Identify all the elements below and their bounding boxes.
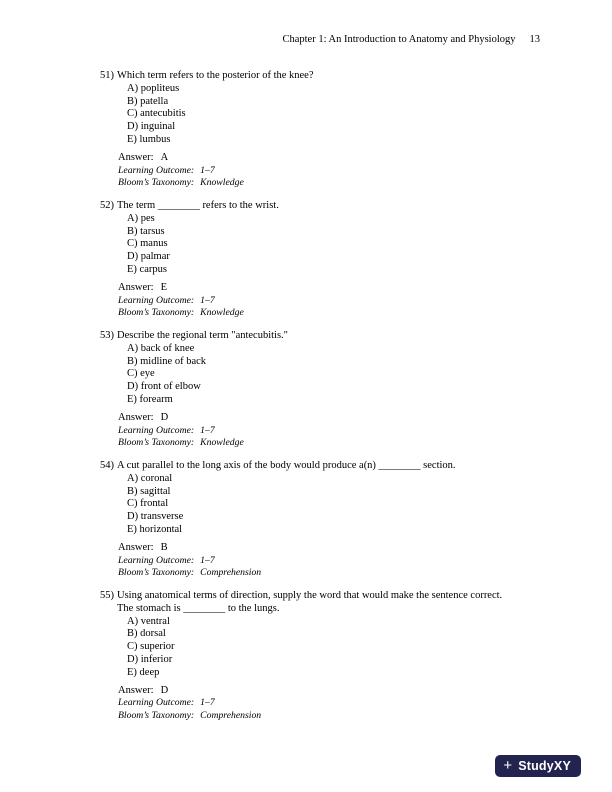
learning-outcome-line [118,697,576,709]
option: D) inguinal [127,121,176,133]
answer-value: D [160,684,169,696]
learning-outcome-value: 1–7 [200,554,215,566]
option: B) sagittal [127,485,171,497]
question-block [100,200,576,319]
options [100,616,576,680]
learning-outcome-label: Learning Outcome: [118,424,195,436]
option: B) midline of back [127,355,207,367]
option: D) palmar [127,251,170,263]
question-text-line2: The stomach is ________ to the lungs. [117,602,280,614]
option: C) manus [127,238,168,250]
question-line [100,590,576,603]
question-block [100,70,576,189]
question-number: 55) [100,589,114,601]
question-line [100,200,576,213]
page-header [0,34,540,47]
answer-value: A [160,151,169,163]
blooms-label: Bloom’s Taxonomy: [118,709,195,721]
question-line [100,330,576,343]
question-number: 53) [100,329,114,341]
option: E) horizontal [127,523,183,535]
question-number: 54) [100,459,114,471]
blooms-value: Knowledge [200,436,244,448]
option: E) lumbus [127,133,171,145]
blooms-label: Bloom’s Taxonomy: [118,436,195,448]
blooms-value: Comprehension [200,709,262,721]
question-text: The term ________ refers to the wrist. [117,199,279,211]
options [100,213,576,277]
learning-outcome-label: Learning Outcome: [118,554,195,566]
learning-outcome-label: Learning Outcome: [118,164,195,176]
option: C) eye [127,368,155,380]
option: E) deep [127,666,160,678]
chapter-title: Chapter 1: An Introduction to Anatomy and Physiology [282,34,516,45]
answer-line [118,412,576,425]
answer-line [118,282,576,295]
answer-value: D [160,411,169,423]
blooms-label: Bloom’s Taxonomy: [118,566,195,578]
learning-outcome-line [118,165,576,177]
option: C) superior [127,641,175,653]
plus-icon: + [503,756,513,774]
learning-outcome-line [118,555,576,567]
option: B) dorsal [127,628,166,640]
blooms-value: Knowledge [200,176,244,188]
blooms-value: Comprehension [200,566,262,578]
answer-value: E [160,281,167,293]
page-number: 13 [529,34,540,45]
questions-list [100,70,576,733]
learning-outcome-line [118,295,576,307]
learning-outcome-label: Learning Outcome: [118,697,195,709]
studyxy-logo [495,755,581,777]
answer-line [118,152,576,165]
option: A) pes [127,212,155,224]
option: E) forearm [127,393,173,405]
logo-text: StudyXY [518,758,571,773]
learning-outcome-value: 1–7 [200,424,215,436]
question-number: 51) [100,70,114,81]
answer-label: Answer: [118,151,154,163]
learning-outcome-value: 1–7 [200,294,215,306]
blooms-taxonomy-line [118,567,576,579]
options [100,473,576,537]
question-text: Using anatomical terms of direction, supply the word that would make the sentence correct. [117,589,503,601]
question-block [100,590,576,722]
answer-value: B [160,541,168,553]
question-line [100,70,576,83]
question-line [100,460,576,473]
question-number: 52) [100,199,114,211]
option: D) inferior [127,653,173,665]
options [100,83,576,147]
blooms-label: Bloom’s Taxonomy: [118,176,195,188]
options [100,343,576,407]
blooms-label: Bloom’s Taxonomy: [118,306,195,318]
option: A) ventral [127,615,170,627]
question-text: Which term refers to the posterior of the knee? [117,70,314,81]
option: C) frontal [127,498,169,510]
question-text: Describe the regional term "antecubitis." [117,329,288,341]
option: B) patella [127,95,169,107]
answer-label: Answer: [118,684,154,696]
option: A) popliteus [127,82,180,94]
answer-line [118,685,576,698]
blooms-value: Knowledge [200,306,244,318]
question-text: A cut parallel to the long axis of the body would produce a(n) ________ section. [117,459,456,471]
option: E) carpus [127,263,167,275]
option: B) tarsus [127,225,165,237]
question-block [100,330,576,449]
question-block [100,460,576,579]
blooms-taxonomy-line [118,437,576,449]
option: A) back of knee [127,342,195,354]
option: A) coronal [127,472,173,484]
option: D) transverse [127,511,184,523]
blooms-taxonomy-line [118,710,576,722]
answer-label: Answer: [118,411,154,423]
learning-outcome-value: 1–7 [200,164,215,176]
learning-outcome-value: 1–7 [200,697,215,709]
learning-outcome-line [118,425,576,437]
answer-label: Answer: [118,541,154,553]
blooms-taxonomy-line [118,307,576,319]
blooms-taxonomy-line [118,177,576,189]
answer-line [118,542,576,555]
option: D) front of elbow [127,381,201,393]
learning-outcome-label: Learning Outcome: [118,294,195,306]
answer-label: Answer: [118,281,154,293]
option: C) antecubitis [127,108,186,120]
